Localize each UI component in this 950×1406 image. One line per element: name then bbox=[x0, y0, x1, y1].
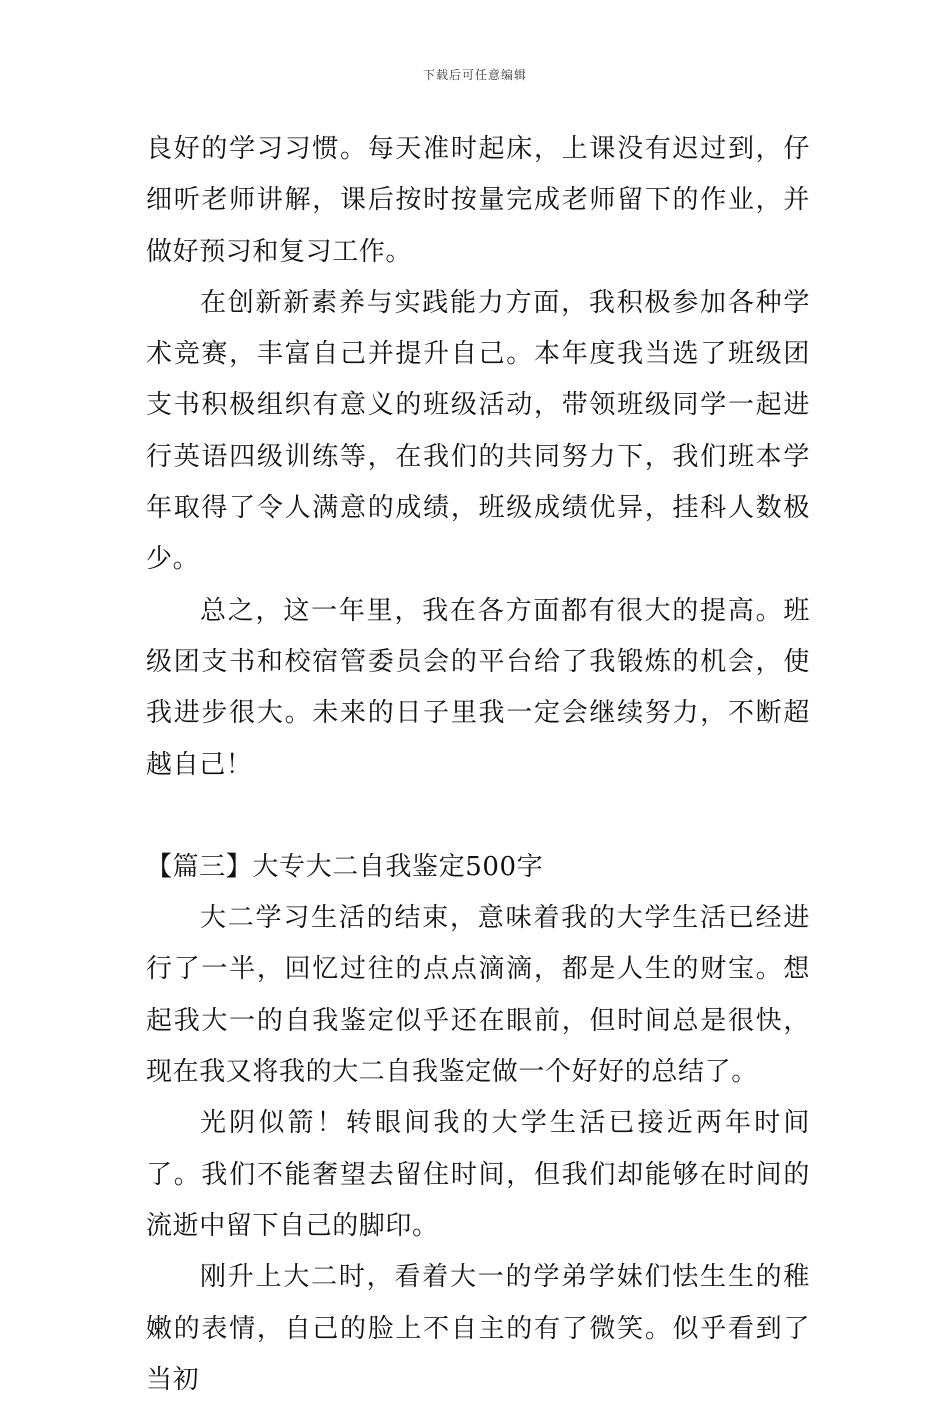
paragraph-continuation: 良好的学习习惯。每天准时起床，上课没有迟过到，仔细听老师讲解，课后按时按量完成老师留下的作业，并做好预习和复习工作。 bbox=[146, 134, 810, 267]
paragraph-summary: 总之，这一年里，我在各方面都有很大的提高。班级团支书和校宿管委员会的平台给了我锻炼的机会，使我进步很大。未来的日子里我一定会继续努力，不断超越自己！ bbox=[146, 595, 810, 780]
paragraph-sophomore-end: 大二学习生活的结束，意味着我的大学生活已经进行了一半，回忆过往的点点滴滴，都是人生的财宝。想起我大一的自我鉴定似乎还在眼前，但时间总是很快，现在我又将我的大二自我鉴定做一个好好的总结了。 bbox=[146, 903, 810, 1088]
section-spacer bbox=[146, 791, 810, 842]
header-note: 下载后可任意编辑 bbox=[422, 68, 527, 82]
paragraph-time-flies: 光阴似箭！转眼间我的大学生活已接近两年时间了。我们不能奢望去留住时间，但我们却能够在时间的流逝中留下自己的脚印。 bbox=[146, 1108, 810, 1241]
document-body bbox=[146, 124, 810, 1406]
section-heading: 【篇三】大专大二自我鉴定500字 bbox=[146, 851, 544, 882]
paragraph-innovation: 在创新新素养与实践能力方面，我积极参加各种学术竞赛，丰富自己并提升自己。本年度我当选了班级团支书积极组织有意义的班级活动，带领班级同学一起进行英语四级训练等，在我们的共同努力下，我们班本学年取得了令人满意的成绩，班级成绩优异，挂科人数极少。 bbox=[146, 287, 810, 575]
paragraph-juniors: 刚升上大二时，看着大一的学弟学妹们怯生生的稚嫩的表情，自己的脸上不自主的有了微笑。似乎看到了当初 bbox=[146, 1262, 810, 1395]
